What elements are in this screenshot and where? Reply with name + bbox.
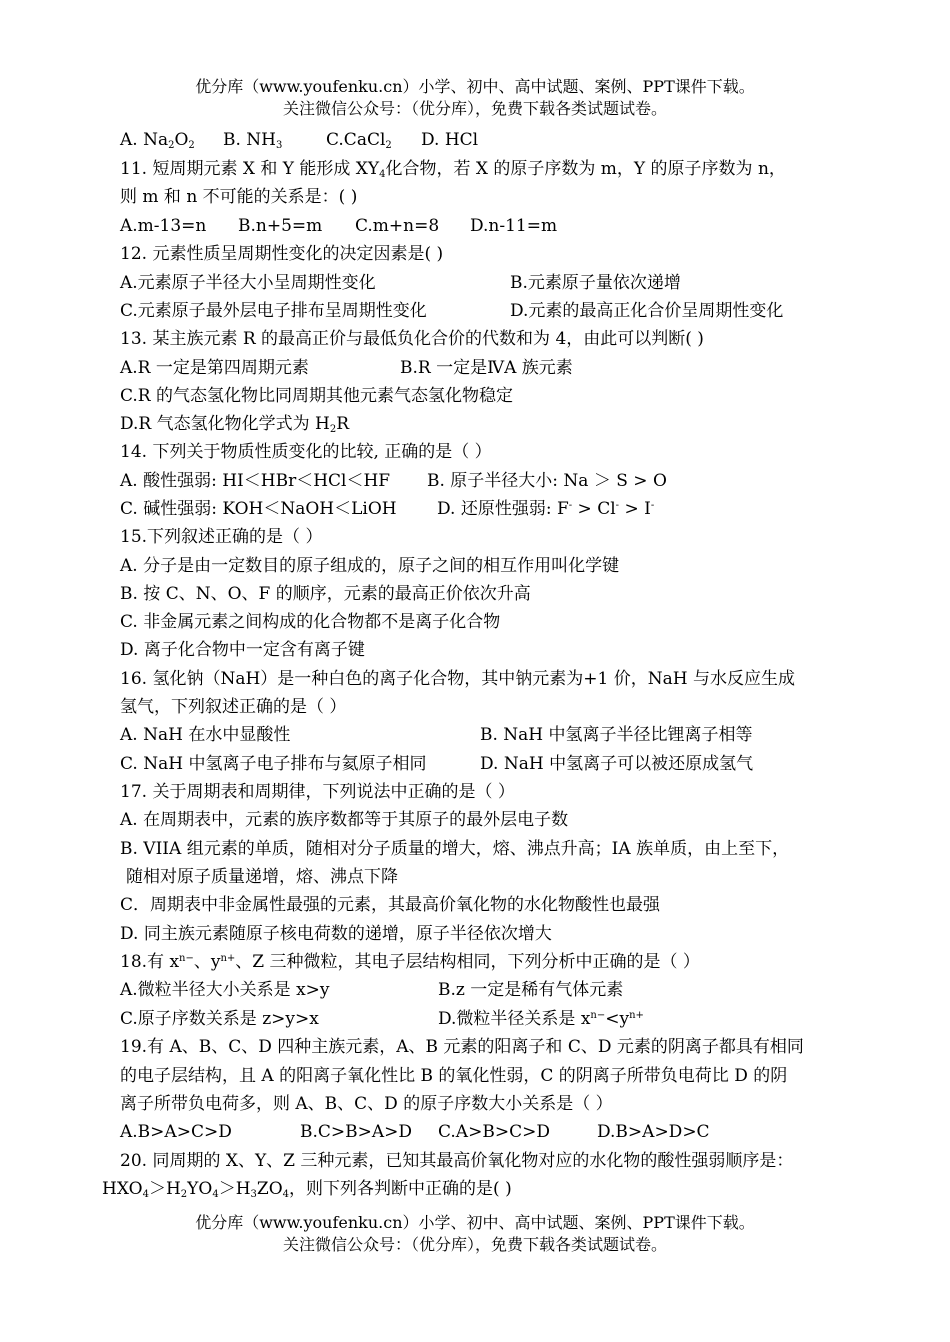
q15-option-a: A. 分子是由一定数目的原子组成的，原子之间的相互作用叫化学键 [120, 556, 620, 576]
header-line-1: 优分库（www.youfenku.cn）小学、初中、高中试题、案例、PPT课件下载。 [195, 77, 755, 96]
q13-option-b: B.R 一定是ⅣA 族元素 [400, 358, 573, 378]
footer-line-1: 优分库（www.youfenku.cn）小学、初中、高中试题、案例、PPT课件下载。 [195, 1213, 755, 1232]
q19-option-d: D.B>A>D>C [597, 1122, 710, 1142]
q11-option-d: D.n-11=m [470, 216, 558, 236]
q11-option-b: B.n+5=m [238, 216, 323, 236]
q19-option-c: C.A>B>C>D [438, 1122, 550, 1142]
q14-stem: 14. 下列关于物质性质变化的比较, 正确的是（ ） [120, 442, 492, 462]
q15-option-b: B. 按 C、N、O、F 的顺序，元素的最高正价依次升高 [120, 584, 531, 604]
q10-option-b: B. $NH_3$ [223, 130, 283, 151]
q15-stem: 15.下列叙述正确的是（ ） [120, 527, 323, 547]
header-line-2: 关注微信公众号：（优分库），免费下载各类试题试卷。 [282, 99, 667, 118]
q11-stem-line-1: 11. 短周期元素 X 和 Y 能形成 $XY_4$化合物，若 X 的原子序数为 m，Y 的原子序数为 n， [120, 159, 786, 180]
q20-stem-line-2: $HXO_4>H_2YO_4>H_3ZO_4$，则下列各判断中正确的是( ) [102, 1179, 512, 1200]
q15-option-c: C. 非金属元素之间构成的化合物都不是离子化合物 [120, 612, 501, 632]
q14-option-c: C. 碱性强弱: KOH＜NaOH＜LiOH [120, 499, 397, 519]
q17-stem: 17. 关于周期表和周期律，下列说法中正确的是（ ） [120, 782, 515, 802]
q12-option-d: D.元素的最高正化合价呈周期性变化 [510, 301, 784, 321]
q10-option-a: A. $Na_2O_2$ [120, 130, 195, 151]
q19-stem-line-2: 的电子层结构，且 A 的阳离子氧化性比 B 的氧化性弱，C 的阴离子所带负电荷比 D 的阴 [120, 1066, 788, 1086]
q14-option-b: B. 原子半径大小: Na ＞ S > O [427, 471, 667, 491]
q11-stem-line-2: 则 m 和 n 不可能的关系是：( ) [120, 187, 358, 207]
q19-option-a: A.B>A>C>D [120, 1122, 232, 1142]
q18-option-c: C.原子序数关系是 z>y>x [120, 1009, 319, 1029]
q20-stem-line-1: 20. 同周期的 X、Y、Z 三种元素，已知其最高价氧化物对应的水化物的酸性强弱顺序是： [120, 1151, 794, 1171]
q19-stem-line-1: 19.有 A、B、C、D 四种主族元素，A、B 元素的阳离子和 C、D 元素的阴离子都具有相同 [120, 1037, 804, 1057]
q13-option-a: A.R 一定是第四周期元素 [120, 358, 309, 378]
q17-option-c: C．周期表中非金属性最强的元素，其最高价氧化物的水化物酸性也最强 [120, 895, 661, 915]
q17-option-d: D. 同主族元素随原子核电荷数的递增，原子半径依次增大 [120, 924, 552, 944]
q16-option-a: A. NaH 在水中显酸性 [120, 725, 291, 745]
q16-option-d: D. NaH 中氢离子可以被还原成氢气 [480, 754, 754, 774]
q19-option-b: B.C>B>A>D [300, 1122, 413, 1142]
q11-option-c: C.m+n=8 [355, 216, 440, 236]
q18-option-d: D.微粒半径关系是 $x^{n-}<y^{n+}$ [438, 1009, 644, 1029]
q10-option-c: C.CaCl$_2$ [326, 130, 392, 151]
q12-stem: 12. 元素性质呈周期性变化的决定因素是( ) [120, 244, 444, 264]
q13-option-d: D.R 气态氢化物化学式为 $H_2R$ [120, 414, 350, 435]
q13-option-c: C.R 的气态氢化物比同周期其他元素气态氢化物稳定 [120, 386, 514, 406]
q11-option-a: A.m-13=n [120, 216, 207, 236]
q10-option-d: D. HCl [421, 130, 479, 150]
q14-option-a: A. 酸性强弱: HI＜HBr＜HCl＜HF [120, 471, 391, 491]
q18-stem: 18.有 $x^{n-}$、$y^{n+}$、Z 三种微粒，其电子层结构相同，下列分析中正确的是（ ） [120, 952, 700, 972]
q17-option-b-line-1: B. VIIA 组元素的单质，随相对分子质量的增大，熔、沸点升高；IA 族单质，由上至下， [120, 839, 790, 859]
q17-option-b-line-2: 随相对原子质量递增，熔、沸点下降 [126, 867, 398, 887]
q12-option-c: C.元素原子最外层电子排布呈周期性变化 [120, 301, 427, 321]
q16-stem-line-2: 氢气，下列叙述正确的是（ ） [120, 697, 347, 717]
q16-stem-line-1: 16. 氢化钠（NaH）是一种白色的离子化合物，其中钠元素为+1 价，NaH 与水反应生成 [120, 669, 795, 689]
q12-option-a: A.元素原子半径大小呈周期性变化 [120, 273, 376, 293]
q18-option-b: B.z 一定是稀有气体元素 [438, 980, 624, 1000]
q16-option-b: B. NaH 中氢离子半径比锂离子相等 [480, 725, 753, 745]
q13-stem: 13. 某主族元素 R 的最高正价与最低负化合价的代数和为 4，由此可以判断( ) [120, 329, 704, 349]
q18-option-a: A.微粒半径大小关系是 x>y [120, 980, 330, 1000]
q12-option-b: B.元素原子量依次递增 [510, 273, 681, 293]
q19-stem-line-3: 离子所带负电荷多，则 A、B、C、D 的原子序数大小关系是（ ） [120, 1094, 613, 1114]
q16-option-c: C. NaH 中氢离子电子排布与氦原子相同 [120, 754, 427, 774]
q14-option-d: D. 还原性强弱: F- > Cl- > I- [437, 499, 655, 519]
q15-option-d: D. 离子化合物中一定含有离子键 [120, 640, 365, 660]
footer-line-2: 关注微信公众号：（优分库），免费下载各类试题试卷。 [282, 1235, 667, 1254]
q17-option-a: A. 在周期表中，元素的族序数都等于其原子的最外层电子数 [120, 810, 569, 830]
